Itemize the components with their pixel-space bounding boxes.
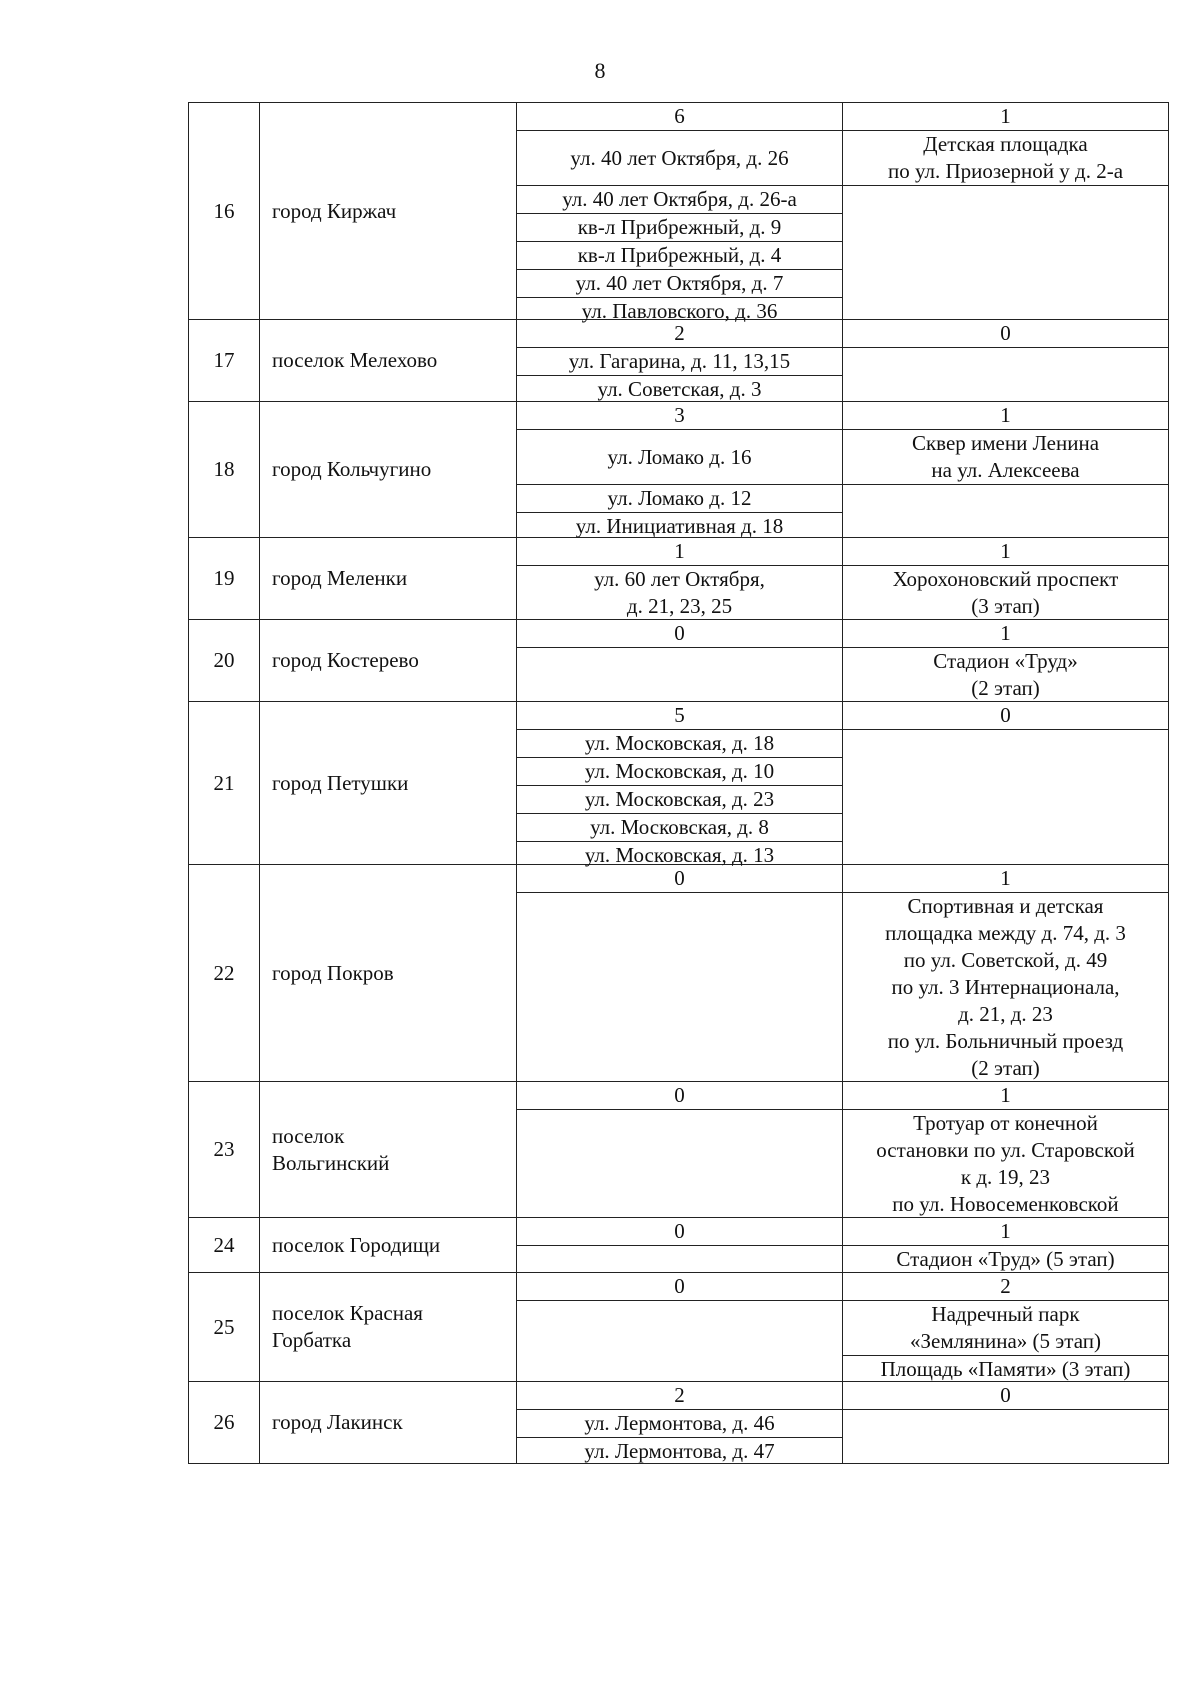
locality-name: поселок Городищи	[260, 1218, 517, 1273]
courtyard-item: ул. Павловского, д. 36	[581, 299, 778, 323]
courtyard-count: 0	[517, 865, 842, 893]
public-space-item: Сквер имени Ленина на ул. Алексеева	[843, 430, 1168, 485]
public-space-column	[843, 538, 1169, 620]
courtyard-column	[517, 1273, 843, 1382]
courtyard-item: ул. Инициативная д. 18	[575, 514, 784, 538]
courtyard-item: ул. Ломако д. 12	[517, 485, 842, 513]
courtyard-column	[517, 865, 843, 1082]
public-space-column	[843, 1218, 1169, 1273]
courtyard-column	[517, 620, 843, 702]
public-space-column	[843, 103, 1169, 320]
row-number: 16	[189, 103, 260, 320]
row-number: 20	[189, 620, 260, 702]
public-space-item: Надречный парк «Землянина» (5 этап)	[843, 1301, 1168, 1356]
public-space-item: Стадион «Труд» (2 этап)	[933, 649, 1078, 700]
table-row	[189, 620, 1169, 702]
public-space-column	[843, 865, 1169, 1082]
public-space-count: 2	[843, 1273, 1168, 1301]
table-row	[189, 538, 1169, 620]
public-space-column	[843, 702, 1169, 865]
courtyard-count: 3	[517, 402, 842, 430]
courtyard-count: 0	[517, 620, 842, 648]
public-space-column	[843, 1082, 1169, 1218]
public-space-item: Спортивная и детская площадка между д. 74, д. 3 по ул. Советской, д. 49 по ул. 3 Интернационала, д. 21, д. 23 по ул. Больничный проезд (2 этап)	[885, 894, 1126, 1080]
public-space-count: 1	[843, 402, 1168, 430]
courtyard-item: кв-л Прибрежный, д. 4	[517, 242, 842, 270]
page-number: 8	[594, 58, 606, 83]
empty-cell	[517, 893, 842, 1082]
empty-cell	[517, 1110, 842, 1218]
locality-name: поселок Мелехово	[260, 320, 517, 402]
courtyard-column	[517, 402, 843, 538]
locality-name: город Петушки	[260, 702, 517, 865]
table-row	[189, 865, 1169, 1082]
public-space-column	[843, 320, 1169, 402]
table-row	[189, 320, 1169, 402]
public-space-count: 0	[843, 320, 1168, 348]
courtyard-item: ул. 40 лет Октября, д. 7	[517, 270, 842, 298]
courtyard-item: ул. Московская, д. 18	[517, 730, 842, 758]
courtyard-count: 0	[517, 1218, 842, 1246]
courtyard-count: 6	[517, 103, 842, 131]
empty-cell	[843, 348, 1168, 402]
row-number: 24	[189, 1218, 260, 1273]
public-space-count: 1	[843, 103, 1168, 131]
courtyard-column	[517, 103, 843, 323]
table-row	[189, 1382, 1169, 1464]
courtyard-item: ул. Московская, д. 23	[517, 786, 842, 814]
table-row	[189, 103, 1169, 320]
public-space-item: Тротуар от конечной остановки по ул. Старовской к д. 19, 23 по ул. Новосеменковской	[876, 1111, 1135, 1216]
courtyard-column	[517, 1382, 843, 1464]
public-space-column	[843, 1382, 1169, 1464]
row-number: 18	[189, 402, 260, 538]
locality-name: город Киржач	[260, 103, 517, 320]
courtyard-count: 1	[517, 538, 842, 566]
empty-cell	[843, 1410, 1168, 1464]
public-space-column	[843, 1273, 1169, 1382]
courtyard-item: ул. Ломако д. 16	[517, 430, 842, 485]
empty-cell	[843, 186, 1168, 321]
courtyard-item: ул. Лермонтова, д. 47	[584, 1439, 775, 1463]
empty-cell	[517, 648, 842, 702]
locality-name: город Меленки	[260, 538, 517, 620]
courtyard-count: 2	[517, 1382, 842, 1410]
courtyard-item: ул. 40 лет Октября, д. 26-а	[517, 186, 842, 214]
courtyard-column	[517, 1082, 843, 1218]
public-space-count: 0	[843, 702, 1168, 730]
courtyard-count: 5	[517, 702, 842, 730]
row-number: 25	[189, 1273, 260, 1382]
row-number: 26	[189, 1382, 260, 1464]
courtyard-column	[517, 320, 843, 402]
courtyard-item: ул. 60 лет Октября, д. 21, 23, 25	[594, 567, 765, 618]
public-space-count: 1	[843, 620, 1168, 648]
public-space-count: 1	[843, 865, 1168, 893]
courtyard-item: ул. Лермонтова, д. 46	[517, 1410, 842, 1438]
locality-name: поселок Красная Горбатка	[260, 1273, 517, 1382]
courtyard-item: ул. 40 лет Октября, д. 26	[517, 131, 842, 186]
locality-name: город Костерево	[260, 620, 517, 702]
row-number: 17	[189, 320, 260, 402]
improvement-table	[188, 102, 1169, 1464]
courtyard-item: ул. Московская, д. 10	[517, 758, 842, 786]
locality-name: город Покров	[260, 865, 517, 1082]
public-space-item: Хорохоновский проспект (3 этап)	[892, 567, 1119, 618]
courtyard-column	[517, 1218, 843, 1273]
public-space-column	[843, 402, 1169, 538]
courtyard-column	[517, 538, 843, 620]
public-space-item: Детская площадка по ул. Приозерной у д. 2-а	[843, 131, 1168, 186]
locality-name: город Лакинск	[260, 1382, 517, 1464]
empty-cell	[843, 730, 1168, 865]
row-number: 23	[189, 1082, 260, 1218]
public-space-item: Стадион «Труд» (5 этап)	[896, 1247, 1115, 1271]
public-space-count: 0	[843, 1382, 1168, 1410]
courtyard-item: ул. Московская, д. 13	[584, 843, 775, 867]
empty-cell	[843, 485, 1168, 539]
public-space-item: Площадь «Памяти» (3 этап)	[880, 1357, 1131, 1381]
table-row	[189, 1273, 1169, 1382]
courtyard-count: 0	[517, 1082, 842, 1110]
courtyard-item: ул. Гагарина, д. 11, 13,15	[517, 348, 842, 376]
table-row	[189, 702, 1169, 865]
public-space-count: 1	[843, 538, 1168, 566]
table-row	[189, 1218, 1169, 1273]
locality-name: город Кольчугино	[260, 402, 517, 538]
public-space-column	[843, 620, 1169, 702]
courtyard-column	[517, 702, 843, 865]
courtyard-item: ул. Московская, д. 8	[517, 814, 842, 842]
table-row	[189, 1082, 1169, 1218]
courtyard-item: кв-л Прибрежный, д. 9	[517, 214, 842, 242]
empty-cell	[517, 1246, 842, 1273]
locality-name: поселок Вольгинский	[260, 1082, 517, 1218]
courtyard-item: ул. Советская, д. 3	[597, 377, 762, 401]
courtyard-count: 0	[517, 1273, 842, 1301]
public-space-count: 1	[843, 1082, 1168, 1110]
empty-cell	[517, 1301, 842, 1382]
public-space-count: 1	[843, 1218, 1168, 1246]
table-row	[189, 402, 1169, 538]
courtyard-count: 2	[517, 320, 842, 348]
row-number: 21	[189, 702, 260, 865]
row-number: 19	[189, 538, 260, 620]
row-number: 22	[189, 865, 260, 1082]
